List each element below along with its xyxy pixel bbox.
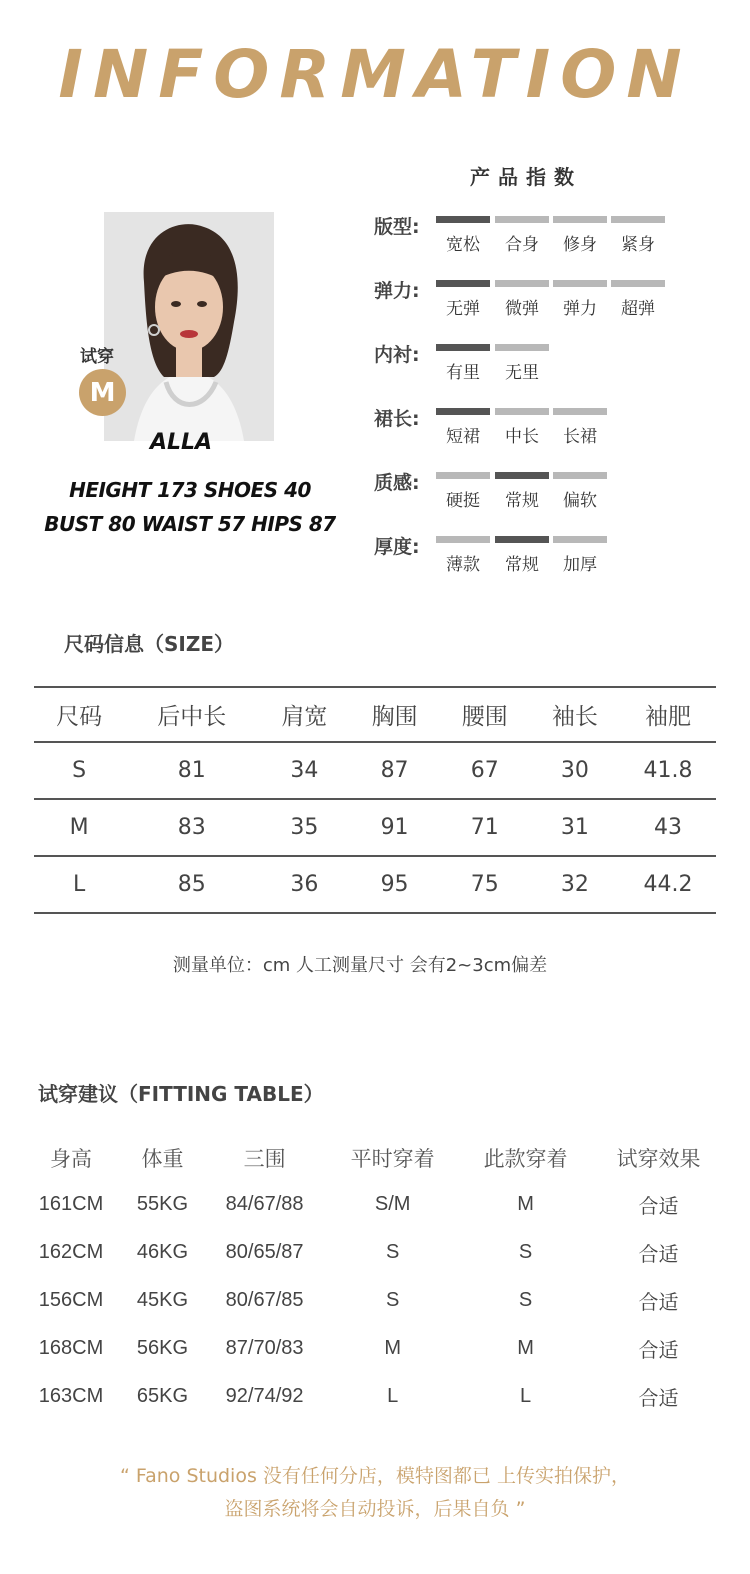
fitting-cell: S xyxy=(385,1240,400,1263)
fitting-cell: 168CM xyxy=(38,1336,104,1359)
product-index-option: 薄款 xyxy=(446,555,480,575)
fitting-header-cell: 身高 xyxy=(50,1147,93,1171)
product-index-title: 产品指数 xyxy=(470,165,582,189)
model-stats-line2: BUST 80 WAIST 57 HIPS 87 xyxy=(44,512,336,536)
size-cell: 30 xyxy=(530,742,620,799)
index-bar xyxy=(436,536,490,543)
fitting-cell: 92/74/92 xyxy=(225,1384,304,1407)
size-cell: 83 xyxy=(124,799,259,856)
product-index-option: 弹力 xyxy=(563,299,597,319)
size-cell: 85 xyxy=(124,856,259,913)
fitting-cell: 156CM xyxy=(38,1288,104,1311)
index-bar-selected xyxy=(436,216,490,223)
fitting-cell: S/M xyxy=(374,1192,411,1215)
table-row xyxy=(20,1276,725,1324)
size-cell: 31 xyxy=(530,799,620,856)
product-index-label: 厚度: xyxy=(374,536,420,558)
product-index-option: 加厚 xyxy=(563,555,597,575)
size-cell: 87 xyxy=(350,742,440,799)
model-stats-line1: HEIGHT 173 SHOES 40 xyxy=(69,478,311,502)
product-index-option: 偏软 xyxy=(563,491,597,511)
index-bar-selected xyxy=(436,344,490,351)
index-bar-selected xyxy=(436,408,490,415)
fitting-cell: 84/67/88 xyxy=(225,1192,304,1215)
fitting-table xyxy=(20,1136,725,1420)
product-index-option: 微弹 xyxy=(505,299,539,319)
size-cell: 34 xyxy=(259,742,349,799)
table-row xyxy=(20,1228,725,1276)
index-bar xyxy=(495,280,549,287)
index-bar xyxy=(553,216,607,223)
fitting-cell: 56KG xyxy=(136,1336,189,1359)
size-cell: 75 xyxy=(440,856,530,913)
product-index-option: 宽松 xyxy=(446,235,480,255)
size-cell: 81 xyxy=(124,742,259,799)
product-index-option: 无里 xyxy=(505,363,539,383)
fitting-cell: 80/65/87 xyxy=(225,1240,304,1263)
fitting-cell: S xyxy=(518,1240,533,1263)
model-name: ALLA xyxy=(149,430,213,455)
product-index-option: 硬挺 xyxy=(446,491,480,511)
index-bar xyxy=(611,216,665,223)
fitting-header-cell: 体重 xyxy=(141,1147,184,1171)
fitting-cell: 161CM xyxy=(38,1192,104,1215)
size-header-cell: 腰围 xyxy=(440,687,530,742)
size-header-cell: 胸围 xyxy=(350,687,440,742)
size-cell: L xyxy=(34,856,124,913)
product-index-option: 超弹 xyxy=(621,299,655,319)
size-header-cell: 尺码 xyxy=(34,687,124,742)
size-table xyxy=(34,686,716,914)
product-index-label: 弹力: xyxy=(374,280,420,302)
fitting-header-cell: 三围 xyxy=(243,1147,286,1171)
index-bar xyxy=(495,344,549,351)
size-cell: 35 xyxy=(259,799,349,856)
product-index-option: 有里 xyxy=(446,363,480,383)
table-row xyxy=(20,1180,725,1228)
size-header-cell: 后中长 xyxy=(124,687,259,742)
index-bar xyxy=(495,216,549,223)
fitting-cell: 45KG xyxy=(136,1288,189,1311)
fitting-cell: M xyxy=(517,1336,534,1359)
product-index-option: 无弹 xyxy=(446,299,480,319)
index-bar-selected xyxy=(436,280,490,287)
footer-line1: “ Fano Studios 没有任何分店，模特图都已 上传实拍保护， xyxy=(120,1465,630,1487)
index-bar xyxy=(553,280,607,287)
fitting-cell: 163CM xyxy=(38,1384,104,1407)
index-bar xyxy=(553,536,607,543)
index-bar xyxy=(553,472,607,479)
fitting-cell: 46KG xyxy=(136,1240,189,1263)
footer-line2: 盗图系统将会自动投诉，后果自负 ” xyxy=(224,1498,526,1520)
fitting-cell: S xyxy=(385,1288,400,1311)
size-cell: S xyxy=(34,742,124,799)
model-photo xyxy=(104,212,274,441)
size-cell: 95 xyxy=(350,856,440,913)
fitting-header-cell: 此款穿着 xyxy=(483,1147,568,1171)
try-size-badge: M xyxy=(79,369,126,416)
fitting-cell: 合适 xyxy=(638,1289,679,1314)
index-bar xyxy=(553,408,607,415)
fitting-header-cell: 平时穿着 xyxy=(350,1147,435,1171)
product-index-label: 版型: xyxy=(374,216,420,238)
size-cell: 43 xyxy=(620,799,716,856)
index-bar-selected xyxy=(495,472,549,479)
size-cell: M xyxy=(34,799,124,856)
fitting-cell: 合适 xyxy=(638,1385,679,1410)
product-index-option: 短裙 xyxy=(446,427,480,447)
fitting-cell: 55KG xyxy=(136,1192,189,1215)
fitting-cell: 87/70/83 xyxy=(225,1336,304,1359)
product-index-option: 中长 xyxy=(505,427,539,447)
fitting-cell: S xyxy=(518,1288,533,1311)
table-row xyxy=(20,1324,725,1372)
size-cell: 36 xyxy=(259,856,349,913)
size-header-cell: 袖肥 xyxy=(620,687,716,742)
table-row xyxy=(34,856,716,913)
fitting-cell: M xyxy=(517,1192,534,1215)
size-cell: 41.8 xyxy=(620,742,716,799)
measurement-note: 测量单位：cm 人工测量尺寸 会有2~3cm偏差 xyxy=(172,955,548,976)
size-header-cell: 肩宽 xyxy=(259,687,349,742)
fitting-cell: 65KG xyxy=(136,1384,189,1407)
index-bar xyxy=(436,472,490,479)
index-bar xyxy=(611,280,665,287)
index-bar-selected xyxy=(495,536,549,543)
product-index-option: 常规 xyxy=(505,555,539,575)
product-index-option: 修身 xyxy=(563,235,597,255)
product-index-label: 裙长: xyxy=(374,408,420,430)
size-cell: 71 xyxy=(440,799,530,856)
try-label: 试穿 xyxy=(80,347,114,367)
fitting-cell: L xyxy=(387,1384,399,1407)
size-section-title: 尺码信息（SIZE） xyxy=(64,632,235,656)
fitting-cell: 80/67/85 xyxy=(225,1288,304,1311)
product-index-option: 常规 xyxy=(505,491,539,511)
size-cell: 67 xyxy=(440,742,530,799)
fitting-header-cell: 试穿效果 xyxy=(616,1147,701,1171)
product-index-option: 合身 xyxy=(505,235,539,255)
size-cell: 44.2 xyxy=(620,856,716,913)
size-cell: 91 xyxy=(350,799,440,856)
fitting-section-title: 试穿建议（FITTING TABLE） xyxy=(38,1082,324,1106)
size-header-cell: 袖长 xyxy=(530,687,620,742)
size-cell: 32 xyxy=(530,856,620,913)
product-index-option: 紧身 xyxy=(621,235,655,255)
fitting-cell: 合适 xyxy=(638,1241,679,1266)
fitting-cell: M xyxy=(384,1336,401,1359)
fitting-cell: 162CM xyxy=(38,1240,104,1263)
page-title: INFORMATION xyxy=(58,36,692,113)
fitting-cell: 合适 xyxy=(638,1193,679,1218)
table-row xyxy=(34,799,716,856)
table-row xyxy=(34,742,716,799)
table-row xyxy=(20,1372,725,1420)
product-index-option: 长裙 xyxy=(563,427,597,447)
fitting-cell: L xyxy=(520,1384,532,1407)
index-bar xyxy=(495,408,549,415)
fitting-cell: 合适 xyxy=(638,1337,679,1362)
product-index-label: 质感: xyxy=(374,472,420,494)
product-index-label: 内衬: xyxy=(374,344,420,366)
